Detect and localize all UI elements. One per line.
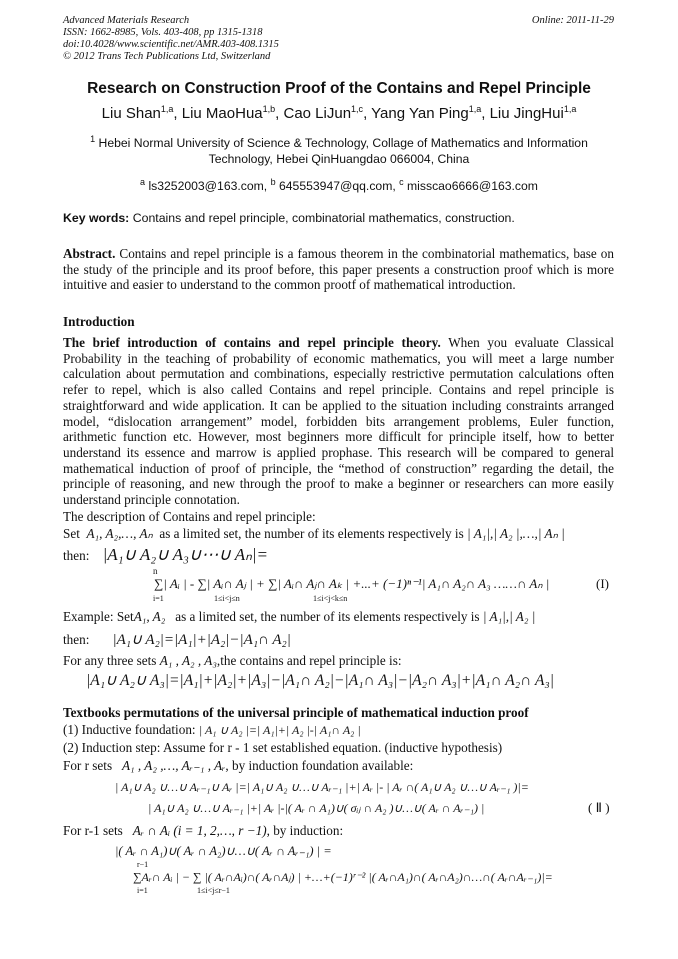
affiliation-line-1: Hebei Normal University of Science & Technology, Collage of Mathematics and Information (98, 136, 588, 151)
introduction-lead: The brief introduction of contains and repel principle theory. (63, 335, 441, 350)
example-text: as a limited set, the number of its elements respectively is (175, 609, 480, 624)
r-vars: A₁ , A₂ ,…, Aᵣ₋₁ , Aᵣ (121, 758, 226, 773)
r-tail: , by induction foundation available: (225, 758, 414, 773)
example-card: | A₁|,| A₂ | (482, 609, 536, 624)
email-list (0, 174, 678, 194)
email-link[interactable]: ls3252003@163.com, (148, 179, 268, 194)
equation-1-sum3-bottom: 1≤i<j<k≤n (313, 594, 348, 603)
equation-1-number: (I) (596, 576, 609, 591)
online-date: Online: 2011-11-29 (531, 15, 614, 26)
equation-5a: |( Aᵣ ∩ A₁)∪( Aᵣ ∩ A₂)∪…∪( Aᵣ ∩ Aᵣ₋₁) | = (115, 844, 332, 858)
equation-1-sum1-top: n (153, 566, 158, 576)
equation-1-sum2-bottom: 1≤i<j≤n (214, 594, 240, 603)
author-name: Liu MaoHua (181, 105, 263, 122)
affiliation-line-2: Technology, Hebei QinHuangdao 066004, China (208, 152, 470, 167)
email-link[interactable]: misscao6666@163.com (407, 179, 538, 194)
doi-line: doi:10.4028/www.scientific.net/AMR.403-408.1315 (63, 39, 279, 50)
equation-4a: | A₁∪ A₂ ∪…∪ Aᵣ₋₁∪ Aᵣ |=| A₁∪ A₂ ∪…∪ Aᵣ₋₁ |+| Aᵣ |- | Aᵣ ∩( A₁∪ A₂ ∪…∪ Aᵣ₋₁ )|= (115, 780, 529, 794)
example-line (63, 609, 535, 625)
copyright-line: © 2012 Trans Tech Publications Ltd, Switzerland (63, 51, 271, 62)
then-line (63, 545, 268, 565)
for-r-line (63, 758, 413, 774)
author-name: Liu Shan (101, 105, 161, 122)
equation-3: |A₁∪ A₂∪ A₃|=|A₁|+|A₂|+|A₃|−|A₁∩ A₂|−|A₁∩ A₃|−|A₂∩ A₃|+|A₁∩ A₂∩ A₃| (86, 672, 555, 689)
journal-name: Advanced Materials Research (63, 15, 190, 26)
step-1-text: (1) Inductive foundation: (63, 722, 196, 737)
author-name: Cao LiJun (283, 105, 352, 122)
equation-2-number: ( Ⅱ ) (588, 800, 610, 815)
then-label-2: then: (63, 632, 90, 647)
example-vars: A₁, A₂ (133, 609, 166, 624)
example-prefix: Example: Set (63, 609, 134, 624)
set-line (63, 526, 565, 542)
equation-5b: ∑Aᵣ∩ Aᵢ | − ∑ |( Aᵣ∩Aᵢ)∩( Aᵣ∩Aⱼ) | +…+(−1)ʳ⁻² |( Aᵣ∩A₁)∩( Aᵣ∩A₂)∩…∩( Aᵣ∩Aᵣ₋₁)|= (133, 870, 553, 884)
step-1-math: | A₁ ∪ A₂ |=| A₁|+| A₂ |-| A₁∩ A₂ | (198, 723, 361, 737)
equation-5-sum1-top: r−1 (137, 860, 149, 869)
introduction-heading: Introduction (63, 314, 135, 329)
author-sup: 1,a (160, 104, 174, 114)
author-sup: 1,b (262, 104, 276, 114)
equation-5-sum1-bottom: i=1 (137, 886, 148, 895)
for-r1-text: For r-1 sets (63, 823, 123, 838)
introduction-text: When you evaluate Classical Probability in the teaching of probability of economic mathematics, you will meet a large number calculation about permutation and combinations, especially restrictive permutation calculations often refer to repel, which is also called Contains and repel principle. Contains and repel principle is straightforward and wide application. It can be applied to the situation including constraints arranged model, “dislocation arrangement” model, forbidden bits arrangement problems, Euler function, arithmetic function etc. However, most beginners more difficult for principle itself, how to better understand its essence and marrow is applied prophase. This research will be compared to general mathematical induction of proof of principle, the “method of construction” regarding the detail, the principle of reasoning, and new through the proof to make a beginner or researchers can more easily understand principle connotation. (63, 335, 615, 508)
equation-2: |A₁∪ A₂|=|A₁|+|A₂|−|A₁∩ A₂| (112, 632, 291, 648)
equation-4b: | A₁∪ A₂ ∪…∪ Aᵣ₋₁ |+| Aᵣ |-|( Aᵣ ∩ A₁)∪( σᵢⱼ ∩ A₂ )∪…∪( Aᵣ ∩ Aᵣ₋₁) | (148, 801, 485, 815)
for-r-text: For r sets (63, 758, 113, 773)
equation-1-sum1-bottom: i=1 (153, 594, 164, 603)
three-sets-line (63, 653, 402, 669)
step-2-line: (2) Induction step: Assume for r - 1 set established equation. (inductive hypothesis) (63, 740, 503, 755)
keywords-text: Contains and repel principle, combinatorial mathematics, construction. (132, 211, 515, 225)
email-sup: b (270, 177, 276, 187)
affiliation (0, 131, 678, 167)
author-sup: 1,a (563, 104, 577, 114)
set-prefix: Set (63, 526, 80, 541)
set-vars: A₁, A₂,…, Aₙ (86, 526, 153, 541)
step-1-line (63, 722, 361, 738)
textbooks-heading: Textbooks permutations of the universal principle of mathematical induction proof (63, 705, 529, 720)
three-sets-tail: ,the contains and repel principle is: (216, 653, 402, 668)
then-line-2 (63, 630, 291, 649)
r1-tail: , by induction: (266, 823, 344, 838)
then-label: then: (63, 548, 90, 563)
abstract-text: Contains and repel principle is a famous theorem in the combinatorial mathematics, base on the study of the principle and its proof before, this paper presents a construction proof which is more intuitive and easier to understand to the common prootf of mathematical introduction. (63, 246, 614, 293)
author-sup: 1,a (468, 104, 482, 114)
r1-math: Aᵣ ∩ Aᵢ (i = 1, 2,…, r −1) (132, 823, 267, 838)
equation-5-sum2-bottom: 1≤i<j≤r−1 (197, 886, 230, 895)
affiliation-sup: 1 (90, 134, 96, 144)
email-sup: a (140, 177, 146, 187)
three-sets-vars: A₁ , A₂ , A₃ (159, 653, 217, 668)
paper-title: Research on Construction Proof of the Contains and Repel Principle (87, 80, 591, 97)
description-line: The description of Contains and repel principle: (63, 509, 316, 524)
set-card: | A₁|,| A₂ |,…,| Aₙ | (467, 526, 565, 541)
equation-1-rhs: ∑| Aᵢ | - ∑| Aᵢ∩ Aⱼ | + ∑| Aᵢ∩ Aⱼ∩ Aₖ | +...+ (−1)ⁿ⁻¹| A₁∩ A₂∩ A₃ ……∩ Aₙ | (154, 576, 550, 591)
author-list: Liu Shan$^{1,a}$, Liu MaoHua$^{1,b}$, Cao LiJun$^{1,c}$, Yang Yan Ping$^{1,a}$, Liu JingHui$^{1,a}$ (101, 104, 577, 122)
email-sup: c (399, 177, 404, 187)
introduction-paragraph (63, 335, 614, 508)
author-sup: 1,c (351, 104, 364, 114)
keywords-label: Key words: (63, 211, 130, 225)
three-sets-text: For any three sets (63, 653, 157, 668)
abstract-label: Abstract. (63, 246, 116, 261)
for-r1-line (63, 823, 343, 839)
abstract (63, 246, 614, 293)
issn-line: ISSN: 1662-8985, Vols. 403-408, pp 1315-1318 (63, 27, 263, 38)
set-text: as a limited set, the number of its elements respectively is (159, 526, 464, 541)
equation-1-lhs: |A₁∪ A₂∪ A₃∪⋯∪ Aₙ|= (102, 545, 269, 564)
keywords (63, 211, 515, 225)
author-name: Yang Yan Ping (371, 105, 469, 122)
author-name: Liu JingHui (489, 105, 564, 122)
email-link[interactable]: 645553947@qq.com, (279, 179, 396, 194)
